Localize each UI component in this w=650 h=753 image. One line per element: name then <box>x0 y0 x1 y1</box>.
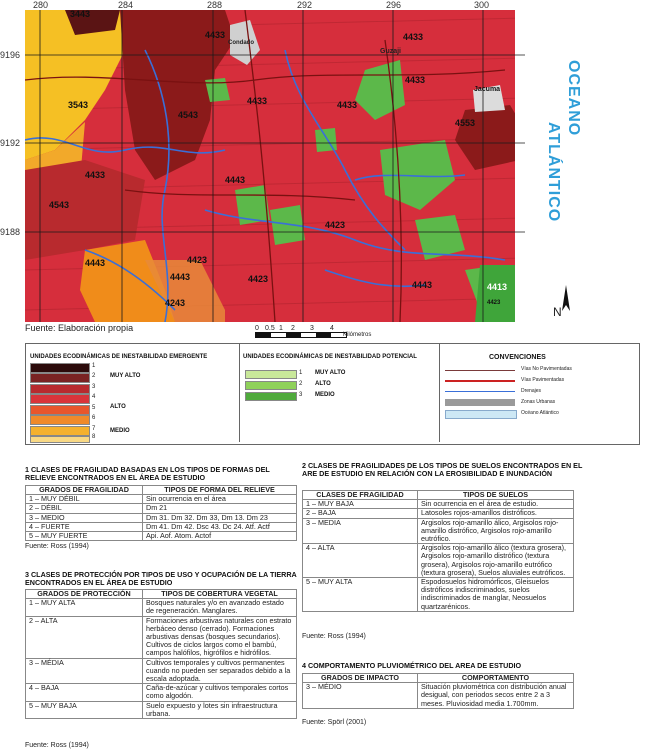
table2-source: Fuente: Ross (1994) <box>302 633 366 640</box>
table4-title: 4 COMPORTAMENTO PLUVIOMÉTRICO DEL AREA DE ESTUDIO <box>302 661 522 670</box>
table-cell: Situación pluviométrica con distribución anual desigual, con periodos secos entre 2 a 3 meses. Pluviosidad media 1.700mm. <box>418 683 574 709</box>
table-cell: Dm 21 <box>143 504 297 513</box>
conv-ocean-symbol <box>445 410 517 419</box>
table3 <box>25 589 297 719</box>
table3-source: Fuente: Ross (1994) <box>25 742 89 749</box>
table-cell: Sin ocurrencia en el área de estudio. <box>418 500 574 509</box>
legend-swatch-4 <box>30 394 90 404</box>
legend-potencial <box>239 344 440 442</box>
conv-label: Vías Pavimentadas <box>521 377 565 383</box>
legend-emergente <box>26 344 240 442</box>
table-cell: 3 – MEDIA <box>303 518 418 544</box>
legend-emergente-title: UNIDADES ECODINÁMICAS DE INESTABILIDAD EMERGENTE <box>30 354 208 360</box>
unit-label: 4433 <box>403 32 424 42</box>
north-label: N <box>553 305 562 319</box>
legend-num: 5 <box>92 405 96 411</box>
unit-label: 4553 <box>455 118 476 128</box>
legend-potencial-title: UNIDADES ECODINÁMICAS DE INESTABILIDAD POTENCIAL <box>243 354 417 360</box>
table-cell: 3 – MEDIO <box>26 513 143 522</box>
place-name: Condado <box>228 40 254 46</box>
legend-level: MEDIO <box>110 428 130 434</box>
table4-header: GRADOS DE IMPACTO <box>303 674 418 683</box>
table-cell: 3 – MÉDIO <box>303 683 418 709</box>
ocean-label <box>545 60 588 260</box>
unit-label: 4243 <box>165 298 186 308</box>
table3-title: 3 CLASES DE PROTECCIÓN POR TIPOS DE USO Y OCUPACIÓN DE LA TIERRA ENCONTRADOS EN EL ÁREA DE ESTUDIO <box>25 570 297 587</box>
table-cell: Bosques naturales y/o en avanzado estado de regeneración. Manglares. <box>143 599 297 616</box>
unit-label: 4443 <box>412 280 433 290</box>
x-tick: 292 <box>297 0 313 10</box>
legend-pot-swatch-2 <box>245 381 297 390</box>
table1 <box>25 485 297 541</box>
table-cell: Caña-de-azúcar y cultivos temporales cortos como algodón. <box>143 684 297 701</box>
legend-convenciones <box>439 344 638 442</box>
table-cell: 5 – MUY FUERTE <box>26 532 143 541</box>
table-cell: 5 – MUY BAJA <box>26 701 143 718</box>
table-cell: 5 – MUY ALTA <box>303 578 418 612</box>
table-cell: Espodosuelos hidromórficos, Gleisuelos distróficos indiscriminados, suelos indiscriminados de manglar, Neosuelos quartzarénicos. <box>418 578 574 612</box>
x-tick: 300 <box>474 0 490 10</box>
conv-unpaved-symbol <box>445 370 515 371</box>
table-row <box>26 616 297 658</box>
legend-pot-num: 1 <box>299 370 303 376</box>
table-row <box>26 658 297 684</box>
table-row <box>303 509 574 518</box>
table-row <box>26 684 297 701</box>
table1-header: GRADOS DE FRAGILIDAD <box>26 486 143 495</box>
legend-num: 7 <box>92 426 96 432</box>
map-ocean-edge <box>515 10 525 322</box>
table4 <box>302 673 574 709</box>
unit-label: 4423 <box>487 300 501 306</box>
legend-swatch-5 <box>30 405 90 415</box>
table2 <box>302 490 574 612</box>
unit-label: 4443 <box>225 175 246 185</box>
table-cell: 4 – FUERTE <box>26 522 143 531</box>
scale-bar-graphic <box>255 332 347 338</box>
legend-swatch-6 <box>30 415 90 425</box>
legend-swatch-2 <box>30 373 90 383</box>
scale-tick: 4 <box>330 325 334 332</box>
table-cell: 2 – ALTA <box>26 616 143 658</box>
conv-drainage-symbol <box>445 391 515 392</box>
legend-pot-level: ALTO <box>315 381 331 387</box>
legend-num: 3 <box>92 384 96 390</box>
table-row <box>26 513 297 522</box>
table1-title: 1 CLASES DE FRAGILIDAD BASADAS EN LOS TIPOS DE FORMAS DEL RELIEVE ENCONTRADOS EN EL ÁREA DE ESTUDIO <box>25 465 270 482</box>
legend-num: 1 <box>92 363 96 369</box>
table-cell: 2 – BAJA <box>303 509 418 518</box>
legend-convenciones-title: CONVENCIONES <box>489 354 546 361</box>
unit-label: 4423 <box>187 255 208 265</box>
table-cell: Dm 31. Dm 32. Dm 33, Dm 13. Dm 23 <box>143 513 297 522</box>
table-cell: Argisolos rojo-amarillo álico (textura grosera), Argisolos rojo-amarillo distrófico (textura grosera), Argisolos rojo-amarillo eutrófico (textura grosera), Suelos aluviales eutróficos. <box>418 544 574 578</box>
table3-header: TIPOS DE COBERTURA VEGETAL <box>143 590 297 599</box>
map-legend <box>25 343 640 445</box>
table-cell: 2 – DÉBIL <box>26 504 143 513</box>
place-name: Guzaji <box>380 48 402 55</box>
table-cell: 4 – ALTA <box>303 544 418 578</box>
table-cell: 1 – MUY DÉBIL <box>26 495 143 504</box>
unit-label: 4433 <box>205 30 226 40</box>
table-cell: Sin ocurrencia en el área <box>143 495 297 504</box>
y-tick: 9196 <box>0 50 21 60</box>
scale-tick: 3 <box>310 325 314 332</box>
legend-num: 2 <box>92 373 96 379</box>
table2-header: TIPOS DE SUELOS <box>418 491 574 500</box>
unit-label: 4543 <box>49 200 70 210</box>
y-tick: 9188 <box>0 227 21 237</box>
conv-label: Vías No Pavimentadas <box>521 366 572 372</box>
legend-pot-swatch-3 <box>245 392 297 401</box>
table-cell: Api. Aof. Atom. Actof <box>143 532 297 541</box>
table-cell: 4 – BAJA <box>26 684 143 701</box>
legend-swatch-8 <box>30 436 90 443</box>
scale-unit: Kilómetros <box>343 332 372 338</box>
ocean-label-line2: ATLÁNTICO <box>545 122 562 223</box>
conv-paved-symbol <box>445 380 515 382</box>
legend-pot-level: MUY ALTO <box>315 370 346 376</box>
table4-header: COMPORTAMENTO <box>418 674 574 683</box>
conv-label: Zonas Urbanas <box>521 399 556 405</box>
table-cell: 1 – MUY BAJA <box>303 500 418 509</box>
table-row <box>303 578 574 612</box>
table4-source: Fuente: Spörl (2001) <box>302 719 367 726</box>
legend-num: 4 <box>92 394 96 400</box>
table-cell: Latosoles rojos-amarillos distróficos. <box>418 509 574 518</box>
legend-num: 8 <box>92 434 96 440</box>
table-row <box>303 518 574 544</box>
unit-label: 4443 <box>85 258 106 268</box>
table-cell: Formaciones arbustivas naturales con estrato herbáceo denso (cerrado). Formaciones arbustivas densas (bosques secundarios). Cultivos de ciclos largos como el bambú, campos halófilos, higrófilos e hidrófilos. <box>143 616 297 658</box>
legend-pot-swatch-1 <box>245 370 297 379</box>
conv-label: Océano Atlántico <box>521 410 559 416</box>
scale-ticks <box>255 325 355 332</box>
place-name: Jacuma <box>474 86 501 93</box>
unit-label: 4433 <box>337 100 358 110</box>
conv-urban-symbol <box>445 399 515 406</box>
table1-header: TIPOS DE FORMA DEL RELIEVE <box>143 486 297 495</box>
unit-label: 4413 <box>487 282 508 292</box>
scale-tick: 0.5 <box>265 325 275 332</box>
unit-label: 4433 <box>247 96 268 106</box>
map-canvas <box>25 10 525 322</box>
x-tick: 296 <box>386 0 402 10</box>
legend-level: ALTO <box>110 404 126 410</box>
north-arrow-icon <box>560 285 572 313</box>
table-cell: Cultivos temporales y cultivos permanentes cuando no pueden ser separados debido a la escala adoptada. <box>143 658 297 684</box>
unit-label: 4423 <box>325 220 346 230</box>
legend-pot-num: 2 <box>299 381 303 387</box>
legend-num: 6 <box>92 415 96 421</box>
legend-pot-num: 3 <box>299 392 303 398</box>
unit-label: 4423 <box>248 274 269 284</box>
table-cell: Dm 41. Dm 42. Dsc 43. Dc 24. Atf. Actf <box>143 522 297 531</box>
map-source: Fuente: Elaboración propia <box>25 323 134 333</box>
table3-header: GRADOS DE PROTECCIÓN <box>26 590 143 599</box>
table1-source: Fuente: Ross (1994) <box>25 543 89 550</box>
scale-tick: 2 <box>291 325 295 332</box>
ocean-label-line1: OCEANO <box>565 60 582 137</box>
legend-pot-level: MEDIO <box>315 392 335 398</box>
y-tick: 9192 <box>0 138 21 148</box>
x-tick: 288 <box>207 0 223 10</box>
table-row <box>26 701 297 718</box>
table-row <box>26 532 297 541</box>
unit-label: 4543 <box>178 110 199 120</box>
table-cell: Suelo expuesto y lotes sin infraestructura urbana. <box>143 701 297 718</box>
unit-label: 4433 <box>85 170 106 180</box>
legend-level: MUY ALTO <box>110 373 141 379</box>
legend-swatch-7 <box>30 426 90 436</box>
scale-tick: 1 <box>279 325 283 332</box>
table2-title: 2 CLASES DE FRAGILIDADES DE LOS TIPOS DE SUELOS ENCONTRADOS EN EL ARE DE ESTUDIO EN RELACIÓN CON LA EROSIBILIDAD E INUNDACIÓN <box>302 461 583 478</box>
unit-label: 4443 <box>170 272 191 282</box>
scale-bar <box>255 325 372 338</box>
table-row <box>26 504 297 513</box>
unit-label: 4433 <box>405 75 426 85</box>
unit-label: 3543 <box>68 100 89 110</box>
table-cell: 3 – MÉDIA <box>26 658 143 684</box>
legend-swatch-1 <box>30 363 90 373</box>
x-tick: 280 <box>33 0 49 10</box>
legend-swatch-3 <box>30 384 90 394</box>
scale-tick: 0 <box>255 325 259 332</box>
table-cell: 1 – MUY ALTA <box>26 599 143 616</box>
table-row <box>26 599 297 616</box>
x-tick: 284 <box>118 0 134 10</box>
thematic-map <box>25 10 525 322</box>
conv-label: Drenajes <box>521 388 542 394</box>
table-cell: Argisolos rojo-amarillo álico, Argisolos rojo-amarillo distrófico, Argisolos rojo-amarillo eutrófico. <box>418 518 574 544</box>
table-row <box>303 683 574 709</box>
unit-label: 3443 <box>70 10 91 19</box>
table-row <box>303 544 574 578</box>
table2-header: CLASES DE FRAGILIDAD <box>303 491 418 500</box>
